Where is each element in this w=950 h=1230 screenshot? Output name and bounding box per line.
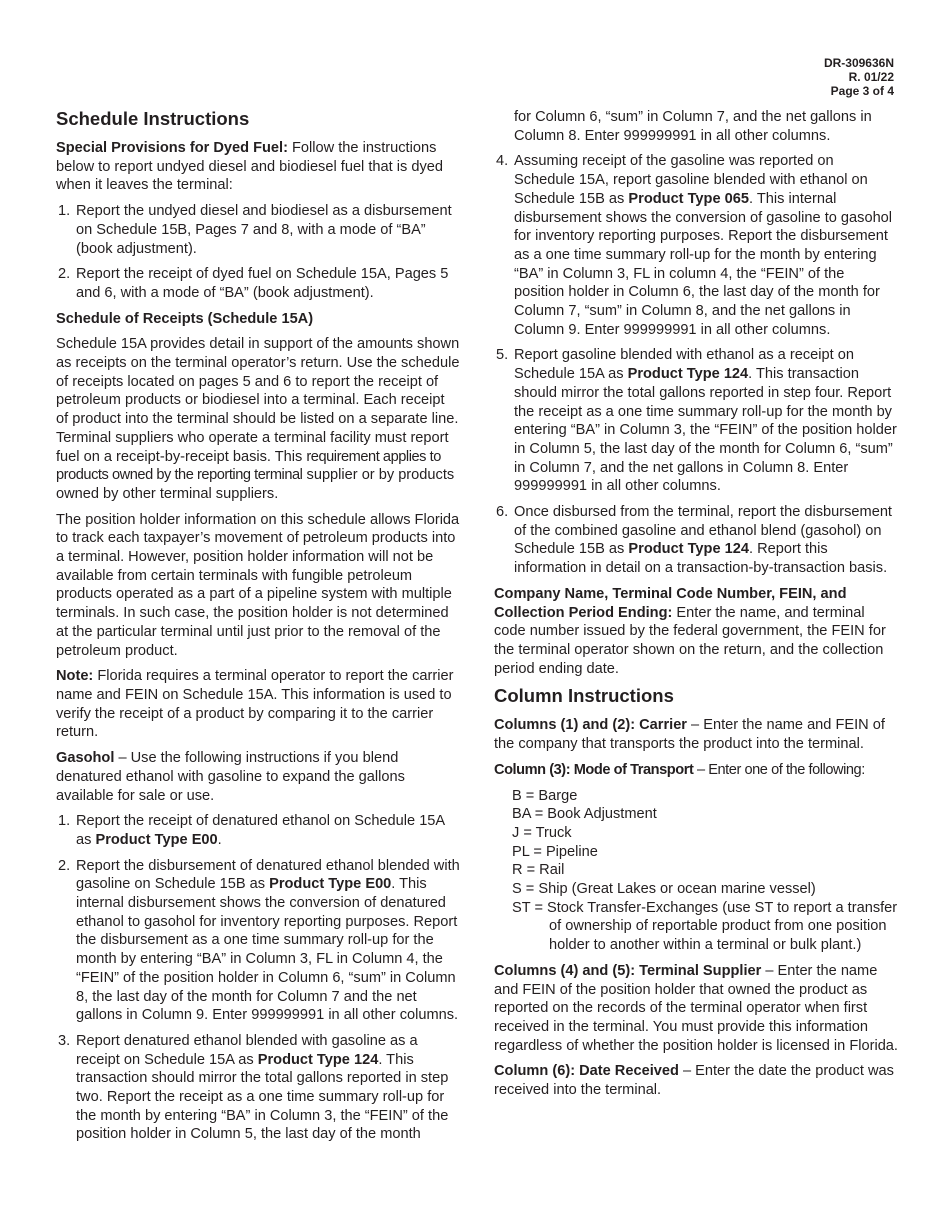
- product-type: Product Type E00: [269, 876, 392, 893]
- list-item: [56, 265, 460, 302]
- list-item: [56, 812, 460, 849]
- product-type: Product Type 124: [257, 1051, 379, 1068]
- list-item: [494, 346, 898, 496]
- page-number: Page 3 of 4: [830, 84, 894, 98]
- column-instructions-title: Column Instructions: [494, 685, 674, 707]
- mode-item: PL = Pipeline: [512, 843, 598, 860]
- item-text: Report denatured ethanol blended with gasoline as a receipt on Schedule 15A as: [76, 1032, 418, 1068]
- carrier-paragraph: [494, 716, 898, 753]
- item-text: . This transaction should mirror the total gallons reported in step two. Report the receipt as a one time summary roll-up for the month by entering “BA” in Column 3, the “FEIN” of the position holder in Column 5, the last day of the month: [76, 1051, 449, 1143]
- note-text: Florida requires a terminal operator to report the carrier name and FEIN on Schedule 15A. This information is used to verify the receipt of a product by comparing it to the carrier return.: [56, 668, 454, 741]
- dyed-fuel-text: Follow the instructions below to report undyed diesel and biodiesel fuel that is dyed when it leaves the terminal:: [56, 140, 443, 194]
- product-type: Product Type 065: [628, 190, 749, 207]
- product-type: Product Type E00: [95, 831, 218, 848]
- date-paragraph: [494, 1062, 898, 1099]
- receipts-p1-tight: requirement applies to products owned by the reporting terminal: [56, 448, 441, 484]
- company-paragraph: [494, 585, 898, 679]
- mode-list: [512, 787, 898, 955]
- mode-item: ST = Stock Transfer-Exchanges (use ST to report a transfer of ownership of reportable product from one position holder to another within a terminal or bulk plant.): [512, 899, 898, 954]
- item-number: 1.: [58, 813, 71, 830]
- list-continuation: for Column 6, “sum” in Column 7, and the net gallons in Column 8. Enter 999999991 in all other columns.: [514, 109, 872, 144]
- mode-paragraph: [494, 761, 898, 780]
- item-number: 5.: [496, 347, 509, 364]
- gasohol-list-continued: [494, 152, 898, 577]
- receipts-paragraph-1: [56, 335, 460, 503]
- mode-item: BA = Book Adjustment: [512, 806, 657, 823]
- item-text: Report the undyed diesel and biodiesel as a disbursement on Schedule 15B, Pages 7 and 8, with a mode of “BA” (book adjustment).: [76, 203, 452, 257]
- dyed-fuel-list: [56, 202, 460, 303]
- gasohol-list: [56, 812, 460, 1144]
- item-text: Report the disbursement of denatured ethanol blended with gasoline on Schedule 15B as: [76, 857, 460, 893]
- receipts-paragraph-2: The position holder information on this schedule allows Florida to track each taxpayer’s movement of petroleum products into a terminal. However, position holder information will not be available from certain terminals with fungible petroleum products operated as a part of a pipeline system with multiple terminals. In such case, the position holder is not determined at the particular terminal until just prior to the removal of the petroleum product.: [56, 511, 460, 659]
- gasohol-label: Gasohol: [56, 750, 115, 767]
- company-text: Enter the name, and terminal code number issued by the federal government, the FEIN for the terminal operator shown on the return, and the collection period ending date.: [494, 604, 886, 677]
- supplier-label: Columns (4) and (5): Terminal Supplier: [494, 962, 762, 979]
- item-text: .: [217, 831, 222, 848]
- mode-item: B = Barge: [512, 787, 578, 804]
- right-column: [494, 108, 898, 1107]
- mode-text: – Enter one of the following:: [693, 761, 865, 778]
- date-text: – Enter the date the product was received into the terminal.: [494, 1063, 894, 1099]
- form-revision: R. 01/22: [848, 70, 894, 84]
- mode-item: S = Ship (Great Lakes or ocean marine vessel): [512, 881, 816, 898]
- item-number: 2.: [58, 857, 71, 874]
- receipts-p1-end: supplier or by products owned by other terminal suppliers.: [56, 467, 455, 502]
- item-number: 2.: [58, 266, 71, 283]
- gasohol-paragraph: [56, 749, 460, 805]
- mode-item: J = Truck: [512, 824, 572, 841]
- carrier-text: – Enter the name and FEIN of the company that transports the product into the terminal.: [494, 717, 885, 753]
- list-item: [56, 202, 460, 258]
- item-number: 3.: [58, 1032, 71, 1049]
- list-item: [494, 152, 898, 339]
- left-column: [56, 108, 460, 1151]
- item-text: Assuming receipt of the gasoline was reported on Schedule 15A, report gasoline blended with ethanol on Schedule 15B as: [514, 153, 868, 207]
- item-text: Once disbursed from the terminal, report the disbursement of the combined gasoline and ethanol blend (gasohol) on Schedule 15B as: [514, 504, 892, 558]
- carrier-label: Columns (1) and (2): Carrier: [494, 717, 687, 734]
- schedule-instructions-title: Schedule Instructions: [56, 108, 250, 129]
- product-type: Product Type 124: [628, 541, 749, 558]
- item-text: . This transaction should mirror the total gallons reported in step four. Report the receipt as a one time summary roll-up for the month by entering “BA” in Column 3, the “FEIN” of the position holder in Column 5, the last day of the month for Column 6, “sum” in Column 7, and the net gallons in Column 8. Enter 999999991 in all other columns.: [514, 366, 897, 495]
- form-header: [824, 56, 894, 98]
- product-type: Product Type 124: [627, 366, 749, 383]
- mode-item: R = Rail: [512, 862, 565, 879]
- item-number: 6.: [496, 504, 509, 521]
- receipts-p1-text: Schedule 15A provides detail in support of the amounts shown as receipts on the terminal operator’s return. Use the schedule of receipts located on pages 5 and 6 to report the receipt of petroleum products or biodiesel into a terminal. Each receipt of product into the terminal should be listed on a separate line. Terminal suppliers who operate a terminal facility must report fuel on a receipt-by-receipt basis. This: [56, 336, 460, 465]
- supplier-paragraph: [494, 962, 898, 1056]
- item-text: Report the receipt of dyed fuel on Schedule 15A, Pages 5 and 6, with a mode of “BA” (book adjustment).: [76, 266, 449, 301]
- note-paragraph: [56, 667, 460, 742]
- item-text: . This internal disbursement shows the conversion of gasoline to gasohol for inventory reporting purposes. Report the disbursement as a one time summary roll-up for the month by entering “BA” in Column 3, FL in column 4, the “FEIN” of the position holder in Column 6, the last day of the month for Column 7, “sum” in Column 8, and the net gallons in Column 9. Enter 999999991 in all other columns.: [514, 190, 893, 338]
- item-text: Report gasoline blended with ethanol as a receipt on Schedule 15A as: [514, 347, 854, 383]
- list-item: [56, 857, 460, 1025]
- company-label: Company Name, Terminal Code Number, FEIN, and Collection Period Ending:: [494, 585, 847, 621]
- date-label: Column (6): Date Received: [494, 1063, 679, 1080]
- item-number: 1.: [58, 203, 71, 220]
- gasohol-text: – Use the following instructions if you blend denatured ethanol with gasoline to expand the gallons available for sale or use.: [56, 750, 405, 804]
- item-number: 4.: [496, 153, 509, 170]
- receipts-heading: Schedule of Receipts (Schedule 15A): [56, 310, 314, 327]
- list-item: [494, 503, 898, 578]
- item-text: Report the receipt of denatured ethanol on Schedule 15A as: [76, 813, 445, 848]
- dyed-fuel-intro: [56, 139, 460, 195]
- item-text: . This internal disbursement shows the conversion of denatured ethanol to gasohol for inventory reporting purposes. Report the disbursement as a one time summary roll-up for the month by entering “BA” in Column 3, FL in Column 4, the “FEIN” of the position holder in Column 6, “sum” in Column 8, the last day of the month for Column 7 and the net gallons in Column 9. Enter 999999991 in all other columns.: [76, 876, 459, 1024]
- mode-label: Column (3): Mode of Transport: [494, 761, 694, 778]
- form-number: DR-309636N: [823, 56, 894, 70]
- supplier-text: – Enter the name and FEIN of the position holder that owned the product as reported on the records of the terminal operator when first received in the terminal. You must provide this information regardless of whether the position holder is licensed in Florida.: [494, 962, 898, 1054]
- dyed-fuel-label: Special Provisions for Dyed Fuel:: [56, 140, 288, 156]
- list-item: [56, 1032, 460, 1144]
- note-label: Note:: [56, 668, 94, 685]
- item-text: . Report this information in detail on a transaction-by-transaction basis.: [514, 541, 888, 577]
